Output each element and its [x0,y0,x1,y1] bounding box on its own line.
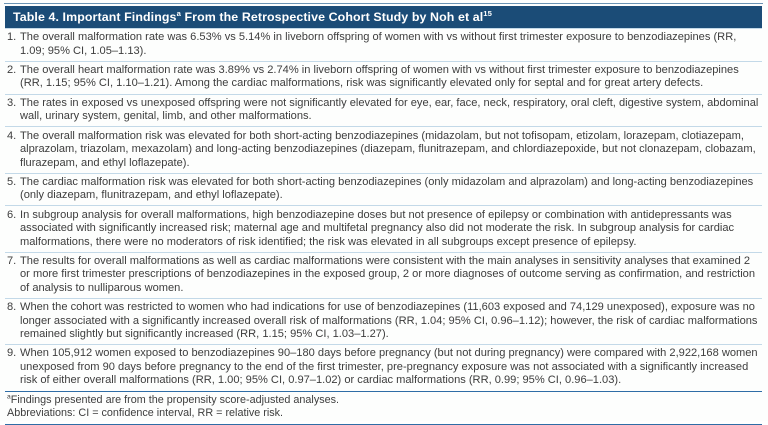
finding-text: In subgroup analysis for overall malformations, high benzodiazepine doses but not presence of epilepsy or combination with antidepressants was associated with significantly increased risk; maternal age and multifetal pregnancy also did not moderate the risk. In subgroup analysis for cardiac malformations, there were no moderators of risk identified; the risk was elevated in all subgroups except presence of epilepsy. [20,208,735,248]
top-rule [4,3,763,4]
finding-item [5,94,762,127]
finding-item [5,61,762,94]
finding-item [5,205,762,251]
finding-number: 5. [7,175,17,188]
finding-number: 8. [7,301,17,314]
finding-text: When 105,912 women exposed to benzodiazepines 90–180 days before pregnancy (but not during pregnancy) were compared with 2,922,168 women unexposed from 90 days before pregnancy to the end of the first trimester, pre-pregnancy exposure was not associated with a significantly increased risk of either overall malformations (RR, 1.00; 95% CI, 0.97–1.02) or cardiac malformations (RR, 0.99; 95% CI, 0.96–1.03). [20,347,758,387]
finding-text: When the cohort was restricted to women who had indications for use of benzodiazepines (11,603 exposed and 74,129 unexposed), exposure was no longer associated with a significantly increased overall risk of malformations (RR, 1.04; 95% CI, 0.96–1.12); however, the risk of cardiac malformations remained slightly but significantly increased (RR, 1.15; 95% CI, 1.03–1.27). [20,301,758,341]
finding-number: 3. [7,96,17,109]
table-title-footnote-marker: a [176,8,181,18]
table-title-prefix: Table 4. Important Findings [13,10,177,24]
finding-text: The overall malformation risk was elevated for both short-acting benzodiazepines (midazolam, but not tofisopam, etizolam, lorazepam, clotiazepam, alprazolam, triazolam, mexazolam) and long-acting benzodiazepines (diazepam, flunitrazepam, and chlordiazepoxide, but not clonazepam, clobazam, flurazepam, and ethyl loflazepate). [20,129,756,169]
finding-item [5,28,762,61]
finding-number: 1. [7,31,17,44]
findings-list [5,28,762,391]
table-title-citation: 15 [483,8,492,18]
finding-number: 4. [7,129,17,142]
footnote-text: Findings presented are from the propensity score-adjusted analyses. [10,394,340,407]
finding-text: The overall heart malformation rate was 3.89% vs 2.74% in liveborn offspring of women with vs without first trimester exposure to benzodiazepines (RR, 1.15; 95% CI, 1.10–1.21). Among the cardiac malformations, risk was significantly elevated only for septal and for great artery defects. [20,63,739,90]
finding-text: The rates in exposed vs unexposed offspring were not significantly elevated for eye, ear, face, neck, respiratory, oral cleft, digestive system, abdominal wall, urinary system, genital, limb, and other malformations. [20,96,759,123]
footnotes-section [5,391,762,425]
finding-item [5,252,762,298]
footnote-marker: a [7,393,11,401]
finding-number: 6. [7,208,17,221]
finding-item [5,344,762,390]
table-title-bar [5,6,762,28]
abbreviations-line: Abbreviations: CI = confidence interval, RR = relative risk. [7,407,284,420]
table-title-mid: From the Retrospective Cohort Study by Noh et al [180,10,484,24]
finding-number: 7. [7,254,17,267]
finding-text: The results for overall malformations as well as cardiac malformations were consistent with the main analyses in sensitivity analyses that examined 2 or more first trimester prescriptions of benzodiazepines in the exposed group, 2 or more diagnoses of outcome serving as confirmation, and restriction of analysis to nulliparous women. [20,254,756,294]
footnote-line [7,394,760,407]
finding-number: 9. [7,347,17,360]
finding-text: The cardiac malformation risk was elevated for both short-acting benzodiazepines (only midazolam and alprazolam) and long-acting benzodiazepines (only diazepam, flunitrazepam, and ethyl loflazepate). [20,175,754,202]
finding-item [5,298,762,344]
finding-item [5,126,762,172]
finding-text: The overall malformation rate was 6.53% vs 5.14% in liveborn offspring of women with vs without first trimester exposure to benzodiazepines (RR, 1.09; 95% CI, 1.05–1.13). [20,31,737,57]
finding-item [5,173,762,206]
finding-number: 2. [7,63,17,76]
